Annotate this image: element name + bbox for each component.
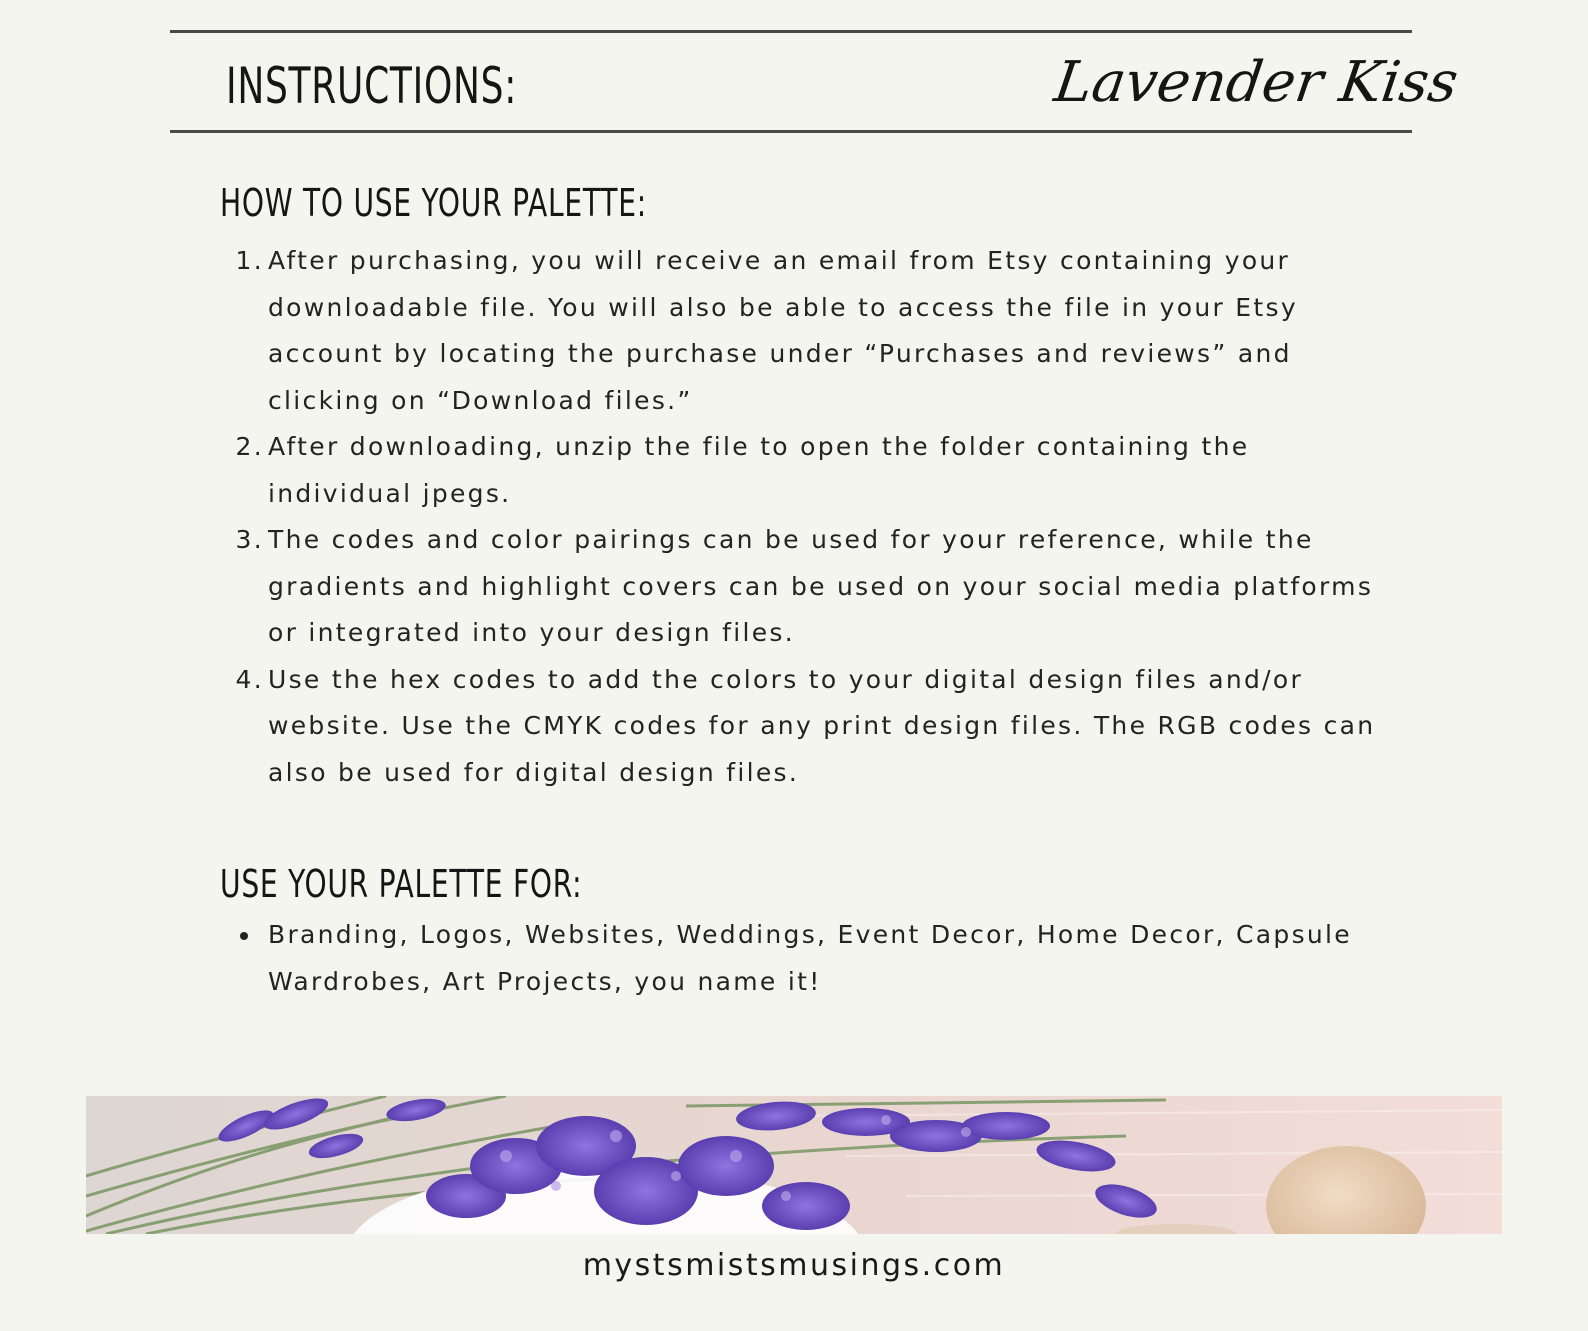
instruction-step (220, 424, 1380, 517)
lavender-banner-image (86, 1096, 1502, 1234)
step-number: 3. (235, 525, 264, 554)
footer-website-url[interactable]: mystsmistsmusings.com (582, 1248, 1006, 1283)
header-top-rule (170, 30, 1412, 33)
step-text: After downloading, unzip the file to open the folder containing the individual jpegs. (268, 432, 1250, 508)
use-for-list (220, 912, 1380, 1005)
step-number: 2. (235, 432, 264, 461)
instruction-steps (220, 238, 1380, 796)
use-for-heading: USE YOUR PALETTE FOR: (220, 862, 583, 906)
brand-script-title: Lavender Kiss (1050, 50, 1462, 115)
step-number: 1. (235, 246, 264, 275)
instruction-step (220, 238, 1380, 424)
step-text: After purchasing, you will receive an email from Etsy containing your downloadable file. You will also be able to access the file in your Etsy account by locating the purchase under “Purchases and reviews” and clicking on “Download files.” (268, 246, 1298, 415)
step-number: 4. (235, 664, 264, 694)
bullet-icon (240, 932, 248, 940)
step-text: Use the hex codes to add the colors to your digital design files and/or website. Use the CMYK codes for any print design files. The RGB codes can also be used for digital design files. (268, 664, 1376, 787)
instruction-step (220, 517, 1380, 657)
page-title: INSTRUCTIONS: (226, 57, 518, 115)
step-text: The codes and color pairings can be used for your reference, while the gradients and highlight covers can be used on your social media platforms or integrated into your design files. (268, 525, 1374, 647)
how-to-use-heading: HOW TO USE YOUR PALETTE: (220, 181, 647, 225)
header-bottom-rule (170, 130, 1412, 133)
lavender-photo-icon (86, 1096, 1502, 1234)
instruction-step (220, 657, 1380, 797)
use-for-text: Branding, Logos, Websites, Weddings, Event Decor, Home Decor, Capsule Wardrobes, Art Projects, you name it! (268, 920, 1352, 996)
use-for-item (220, 912, 1380, 1005)
